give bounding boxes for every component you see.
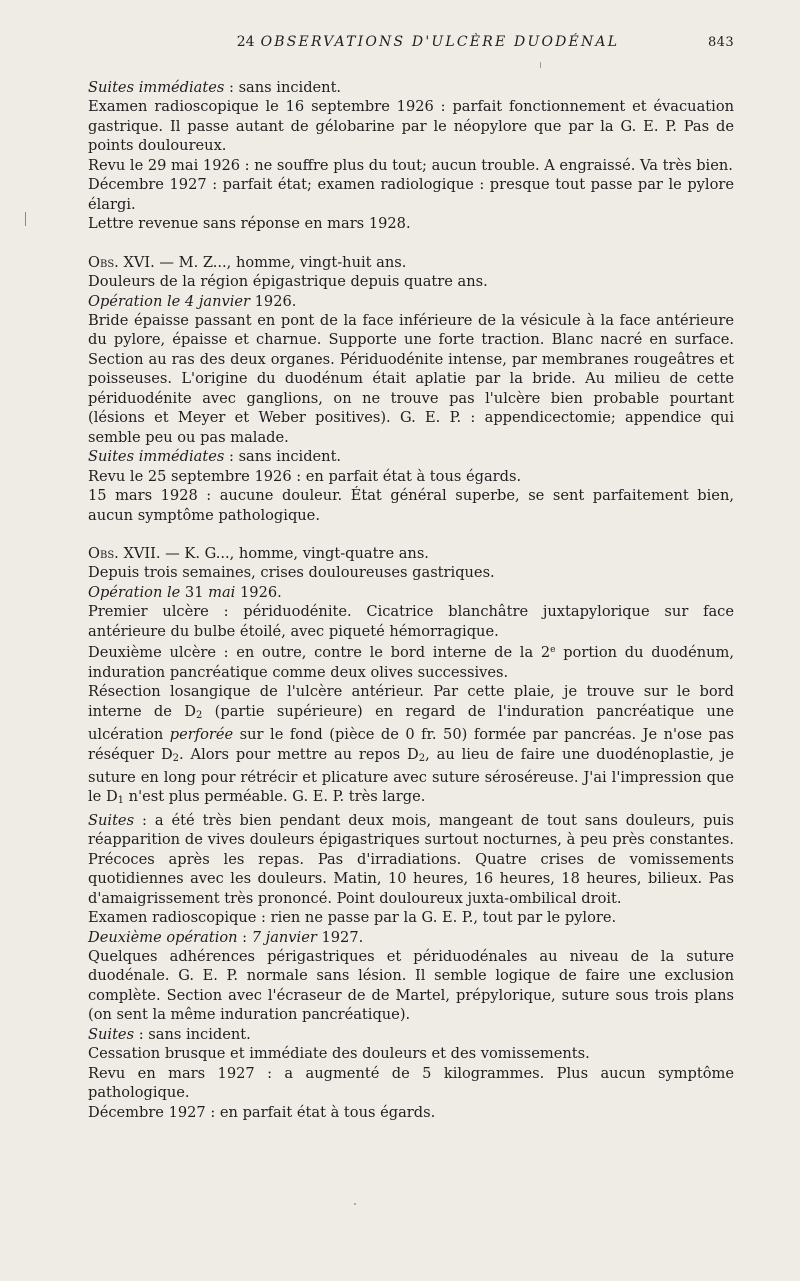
margin-mark (25, 212, 26, 226)
chapter-number: 24 (236, 34, 255, 50)
obs16-findings: Bride épaisse passant en pont de la face inférieure de la vésicule à la face antérieure du pylore, épaisse et charnue. Supporte une forte traction. Blanc nacré en surface. Section au ras des deux organes. Périduodénite intense, par membranes rougeâtres et poisseuses. L'origine du duodénum était aplatie par la bride. Au milieu de cette périduodénite avec ganglions, on ne trouve pas l'ulcère bien probable pourtant (lésions et Meyer et Weber positives). G. E. P. : appendicectomie; appendice qui semble peu ou pas malade. (88, 311, 734, 446)
obs17-examen: Examen radioscopique : rien ne passe par la G. E. P., tout par le pylore. (88, 909, 617, 927)
running-header (88, 34, 734, 64)
obs16-symptoms: Douleurs de la région épigastrique depuis quatre ans. (88, 273, 488, 291)
page-number: 843 (707, 35, 734, 50)
obs16-revu: Revu le 25 septembre 1926 : en parfait état à tous égards. (88, 467, 522, 485)
obs15-revu: Revu le 29 mai 1926 : ne souffre plus du tout; aucun trouble. A engraissé. Va très bien. (88, 156, 733, 174)
obs15-decembre: Décembre 1927 : parfait état; examen radiologique : presque tout passe par le pylore élargi. (88, 176, 734, 213)
obs17-second-operation: Deuxième opération : 7 janvier 1927. (88, 928, 364, 946)
obs17-suites2: Suites : sans incident. (88, 1025, 251, 1043)
body-text (88, 78, 734, 1122)
obs15-lettre: Lettre revenue sans réponse en mars 1928. (88, 215, 411, 233)
obs17-heading: Obs. XVII. — K. G..., homme, vingt-quatre ans. (88, 544, 429, 562)
obs17-decembre: Décembre 1927 : en parfait état à tous égards. (88, 1103, 436, 1121)
obs17-adherences: Quelques adhérences périgastriques et périduodénales au niveau de la suture duodénale. G. E. P. normale sans lésion. Il semble logique de faire une exclusion complète. Section avec l'écraseur de de Martel, prépylorique, suture sous trois plans (on sent la même induration pancréatique). (88, 948, 734, 1024)
obs16-operation: Opération le 4 janvier 1926. (88, 292, 297, 310)
obs16-suites: Suites immédiates : sans incident. (88, 448, 342, 466)
obs16-mars: 15 mars 1928 : aucune douleur. État général superbe, se sent parfaitement bien, aucun symptôme pathologique. (88, 487, 734, 524)
running-title: 24 OBSERVATIONS D'ULCÈRE DUODÉNAL (236, 34, 620, 50)
obs15-examen: Examen radioscopique le 16 septembre 1926 : parfait fonctionnement et évacuation gastrique. Il passe autant de gélobarine par le néopylore que par la G. E. P. Pas de points douloureux. (88, 98, 734, 155)
obs17-ulcer2: Deuxième ulcère : en outre, contre le bord interne de la 2e portion du duodénum, induration pancréatique comme deux olives successives. (88, 644, 734, 681)
obs17-resection: Résection losangique de l'ulcère antérieur. Par cette plaie, je trouve sur le bord interne de $D_2$ (partie supérieure) en regard de l'induration pancréatique une ulcération perforée sur le fond (pièce de 0 fr. 50) formée par pancréas. Je n'ose pas réséquer $D_2$. Alors pour mettre au repos $D_2$, au lieu de faire une duodénoplastie, je suture en long pour rétrécir et plicature avec suture séroséreuse. J'ai l'impression que le $D_1$ n'est plus perméable. G. E. P. très large. (88, 683, 734, 807)
obs17-ulcer1: Premier ulcère : périduodénite. Cicatrice blanchâtre juxtapylorique sur face antérieure du bulbe étoilé, avec piqueté hémorragique. (88, 603, 734, 640)
obs16-heading: Obs. XVI. — M. Z..., homme, vingt-huit ans. (88, 253, 407, 271)
obs17-operation: Opération le 31 mai 1926. (88, 583, 282, 601)
obs17-suites: Suites : a été très bien pendant deux mois, mangeant de tout sans douleurs, puis réapparition de vives douleurs épigastriques surtout nocturnes, à peu près constantes. Précoces après les repas. Pas d'irradiations. Quatre crises de vomissements quotidiennes avec les douleurs. Matin, 10 heures, 16 heures, 18 heures, bilieux. Pas d'amaigrissement très prononcé. Point douloureux juxta-ombilical droit. (88, 811, 734, 907)
obs17-symptoms: Depuis trois semaines, crises douloureuses gastriques. (88, 564, 495, 582)
obs17-cessation: Cessation brusque et immédiate des douleurs et des vomissements. (88, 1045, 590, 1063)
obs17-revu: Revu en mars 1927 : a augmenté de 5 kilogrammes. Plus aucun symptôme pathologique. (88, 1064, 734, 1102)
obs15-suites: Suites immédiates : sans incident. (88, 79, 342, 96)
paper-speck (354, 1203, 356, 1205)
paper-speck (540, 62, 541, 68)
